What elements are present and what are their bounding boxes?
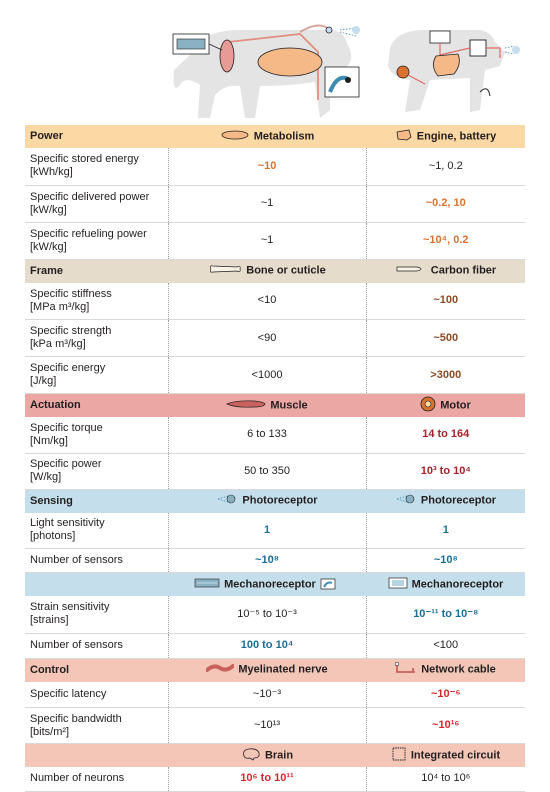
- section-header-frame: [25, 259, 525, 283]
- row-unit: [photons]: [30, 530, 76, 543]
- metabolism-icon: [220, 130, 250, 144]
- table-row: [25, 185, 525, 222]
- table-row: [25, 417, 525, 453]
- row-label: Number of neurons: [25, 767, 168, 791]
- table-row: [25, 767, 525, 791]
- row-label: Specific stiffness: [30, 287, 112, 300]
- robot-value: >3000: [366, 357, 525, 394]
- animal-value: <90: [168, 320, 366, 357]
- section-header-brain: [25, 744, 525, 768]
- animal-label: Bone or cuticle: [246, 264, 326, 277]
- animal-label: Muscle: [270, 399, 308, 411]
- robot-value: ~10¹⁶: [366, 708, 525, 744]
- animal-value: ~10: [168, 148, 366, 185]
- robot-label: Engine, battery: [416, 130, 497, 142]
- row-label: Strain sensitivity: [30, 601, 110, 614]
- row-unit: [kWh/kg]: [30, 166, 73, 179]
- robot-label: Integrated circuit: [410, 749, 501, 761]
- robot-value: ~1, 0.2: [366, 148, 525, 185]
- row-label: Specific latency: [25, 682, 168, 708]
- animal-value: ~1: [168, 185, 366, 222]
- robot-value: ~0.2, 10: [366, 185, 525, 222]
- row-label: Specific strength: [30, 325, 112, 337]
- robot-value: ~500: [366, 320, 525, 357]
- bone-icon: [208, 264, 242, 278]
- table-row: [25, 148, 525, 185]
- animal-value: ~10¹³: [168, 708, 366, 744]
- row-unit: [Nm/kg]: [30, 434, 68, 447]
- animal-silhouette: [173, 25, 360, 118]
- section-label: Control: [30, 663, 70, 676]
- robot-label: Carbon fiber: [430, 264, 497, 277]
- animal-value: <10: [168, 283, 366, 320]
- robot-value: ~10⁴, 0.2: [366, 222, 525, 259]
- animal-value: ~10⁸: [168, 549, 366, 573]
- row-label: Specific stored energy: [30, 153, 139, 166]
- robot-silhouette: [388, 30, 520, 112]
- table-row: [25, 453, 525, 489]
- network-cable-icon: [395, 662, 417, 678]
- table-row: [25, 596, 525, 633]
- row-unit: [W/kg]: [30, 471, 62, 483]
- row-label: Specific power: [30, 458, 102, 470]
- table-row: [25, 549, 525, 573]
- row-label: Number of sensors: [25, 633, 168, 658]
- comparison-table: [25, 125, 525, 792]
- motor-icon: [420, 396, 436, 416]
- hero-illustration: [0, 0, 550, 124]
- section-label: Actuation: [30, 399, 81, 411]
- table-row: [25, 320, 525, 357]
- row-unit: [MPa m³/kg]: [30, 300, 90, 313]
- row-label: Specific energy: [30, 362, 106, 374]
- animal-value: 50 to 350: [168, 453, 366, 489]
- integrated-circuit-icon: [391, 746, 407, 766]
- robot-value: ~10⁸: [366, 549, 525, 573]
- animal-label: Photoreceptor: [242, 494, 318, 507]
- mechanoreceptor-icon: [194, 577, 220, 593]
- photoreceptor-icon: [216, 493, 238, 509]
- skin-sensor-icon: [320, 575, 336, 595]
- section-label: [25, 744, 168, 768]
- robot-value: <100: [366, 633, 525, 658]
- animal-label: Mechanoreceptor: [224, 578, 316, 590]
- robot-label: Photoreceptor: [420, 494, 497, 507]
- engine-battery-icon: [395, 129, 413, 145]
- animal-value: 10⁶ to 10¹¹: [168, 767, 366, 791]
- row-label: Light sensitivity: [30, 517, 105, 530]
- row-unit: [J/kg]: [30, 375, 57, 387]
- table-row: [25, 222, 525, 259]
- table-row: [25, 357, 525, 394]
- robot-label: Motor: [440, 399, 471, 411]
- robot-value: 10³ to 10⁴: [366, 453, 525, 489]
- strain-gauge-icon: [388, 577, 408, 593]
- section-label: [25, 573, 168, 597]
- row-label: Specific bandwidth: [30, 712, 122, 725]
- section-header-mechanoreceptor: [25, 573, 525, 597]
- section-label: Frame: [30, 264, 64, 277]
- section-header-power: [25, 125, 525, 148]
- robot-value: ~10⁻⁶: [366, 682, 525, 708]
- section-header-control: [25, 658, 525, 682]
- row-unit: [kW/kg]: [30, 240, 67, 253]
- row-unit: [bits/m²]: [30, 725, 70, 738]
- row-unit: [strains]: [30, 614, 69, 627]
- animal-label: Metabolism: [253, 130, 315, 142]
- row-label: Specific delivered power: [30, 190, 150, 203]
- animal-label: Myelinated nerve: [238, 663, 328, 676]
- section-header-sensing: [25, 489, 525, 513]
- section-label: Sensing: [30, 494, 73, 507]
- robot-value: 14 to 164: [366, 417, 525, 453]
- robot-label: Mechanoreceptor: [411, 578, 504, 590]
- section-label: Power: [30, 130, 64, 142]
- carbon-fiber-icon: [395, 264, 427, 278]
- row-label: Specific torque: [30, 421, 103, 434]
- table-row: [25, 708, 525, 744]
- section-header-actuation: [25, 394, 525, 418]
- animal-value: 10⁻⁵ to 10⁻³: [168, 596, 366, 633]
- table-row: [25, 633, 525, 658]
- animal-value: ~1: [168, 222, 366, 259]
- robot-value: 10⁴ to 10⁶: [366, 767, 525, 791]
- animal-value: 6 to 133: [168, 417, 366, 453]
- robot-value: 10⁻¹¹ to 10⁻⁸: [366, 596, 525, 633]
- nerve-icon: [206, 663, 234, 677]
- photoreceptor-icon: [395, 493, 417, 509]
- row-label: Number of sensors: [25, 549, 168, 573]
- animal-value: ~10⁻³: [168, 682, 366, 708]
- animal-label: Brain: [264, 749, 294, 761]
- row-label: Specific refueling power: [30, 227, 147, 240]
- robot-label: Network cable: [421, 663, 496, 676]
- table-row: [25, 682, 525, 708]
- brain-icon: [241, 747, 261, 765]
- muscle-icon: [226, 399, 266, 413]
- table-row: [25, 513, 525, 549]
- table-row: [25, 283, 525, 320]
- row-unit: [kW/kg]: [30, 203, 67, 216]
- robot-value: ~100: [366, 283, 525, 320]
- row-unit: [kPa m³/kg]: [30, 338, 86, 350]
- robot-value: 1: [366, 513, 525, 549]
- animal-value: <1000: [168, 357, 366, 394]
- animal-value: 1: [168, 513, 366, 549]
- animal-value: 100 to 10⁴: [168, 633, 366, 658]
